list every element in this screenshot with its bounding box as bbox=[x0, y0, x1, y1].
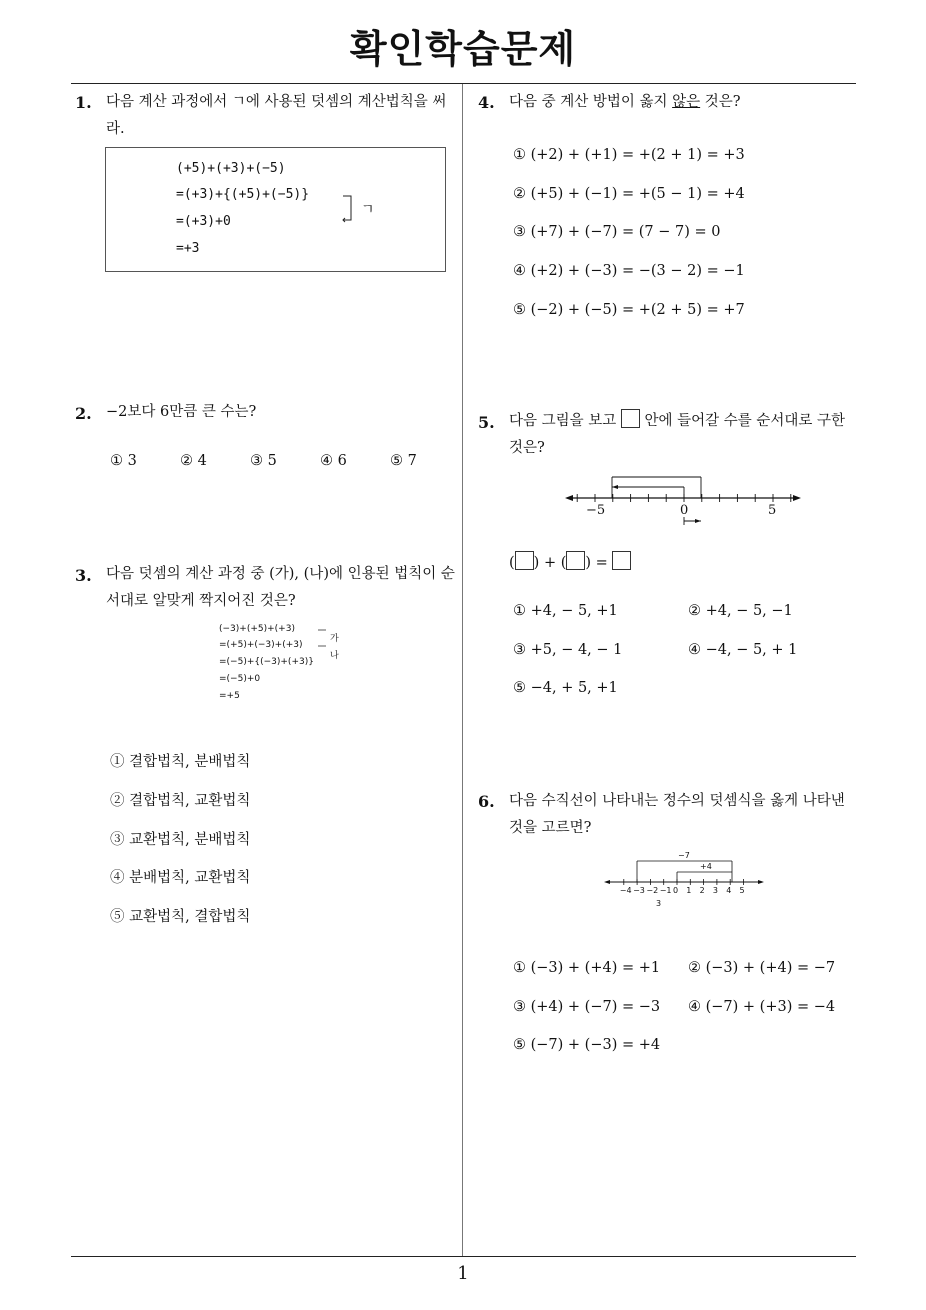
q3-text: 다음 덧셈의 계산 과정 중 (가), (나)에 인용된 법칙이 순서대로 알맞게 짝지어진 것은? bbox=[106, 566, 455, 609]
q4-text-a: 다음 중 계산 방법이 옳지 bbox=[509, 94, 673, 110]
q4-number: 4. bbox=[478, 93, 495, 112]
q5-text bbox=[509, 408, 861, 462]
q1-work-box bbox=[105, 147, 446, 272]
q6-axis-label: 4 bbox=[726, 886, 732, 895]
q2-number: 2. bbox=[75, 404, 92, 423]
q6-arrow-label-pos4: +4 bbox=[700, 862, 712, 871]
answer-box-3 bbox=[612, 551, 631, 570]
q3-line-5: =+5 bbox=[219, 691, 240, 701]
q5-option-3[interactable]: ③ +5, − 4, − 1 bbox=[513, 642, 623, 658]
q5-eq-eq: ) = bbox=[585, 555, 608, 571]
q4-text bbox=[509, 89, 741, 116]
q5-text-a: 다음 그림을 보고 bbox=[509, 413, 621, 429]
q1-mark: ㄱ bbox=[361, 202, 375, 218]
q4-option-3[interactable]: ③ (+7) + (−7) = (7 − 7) = 0 bbox=[513, 224, 721, 240]
q4-option-2[interactable]: ② (+5) + (−1) = +(5 − 1) = +4 bbox=[513, 186, 745, 202]
q1-text: 다음 계산 과정에서 ㄱ에 사용된 덧셈의 계산법칙을 써라. bbox=[106, 94, 447, 137]
q4-option-5[interactable]: ⑤ (−2) + (−5) = +(2 + 5) = +7 bbox=[513, 302, 745, 318]
q6-number: 6. bbox=[478, 792, 495, 811]
answer-box-1 bbox=[515, 551, 534, 570]
q6-axis-label: −3 bbox=[633, 886, 645, 895]
q5-number-line bbox=[565, 472, 801, 532]
q3-line-3: =(−5)+{(−3)+(+3)} bbox=[219, 657, 314, 667]
page-number: 1 bbox=[457, 1263, 469, 1284]
column-divider bbox=[462, 84, 463, 1257]
q4-text-underlined: 않은 bbox=[672, 94, 701, 110]
q3-number: 3. bbox=[75, 566, 92, 585]
q4-text-b: 것은? bbox=[700, 94, 741, 110]
q3-option-1[interactable]: ① 결합법칙, 분배법칙 bbox=[110, 754, 251, 770]
q2-text: −2보다 6만큼 큰 수는? bbox=[106, 404, 257, 420]
q5-equation bbox=[509, 551, 631, 571]
q6-option-4[interactable]: ④ (−7) + (+3) = −4 bbox=[688, 999, 836, 1015]
q6-axis-label: 2 bbox=[699, 886, 705, 895]
q1-line-1: (+5)+(+3)+(−5) bbox=[176, 161, 286, 176]
q5-option-4[interactable]: ④ −4, − 5, + 1 bbox=[688, 642, 798, 658]
q6-axis-label: 0 bbox=[673, 886, 679, 895]
q5-option-2[interactable]: ② +4, − 5, −1 bbox=[688, 603, 793, 619]
q5-axis-label-neg5: −5 bbox=[586, 503, 606, 518]
q6-option-3[interactable]: ③ (+4) + (−7) = −3 bbox=[513, 999, 661, 1015]
q3-line-2: =(+5)+(−3)+(+3) bbox=[219, 640, 303, 650]
q2-option-2[interactable]: ② 4 bbox=[180, 453, 207, 469]
q2-option-1[interactable]: ① 3 bbox=[110, 453, 137, 469]
q1-line-4: =+3 bbox=[176, 241, 200, 256]
q6-option-5[interactable]: ⑤ (−7) + (−3) = +4 bbox=[513, 1037, 661, 1053]
q3-option-4[interactable]: ④ 분배법칙, 교환법칙 bbox=[110, 870, 251, 886]
q1-line-2: =(+3)+{(+5)+(−5)} bbox=[176, 187, 310, 202]
q3-option-3[interactable]: ③ 교환법칙, 분배법칙 bbox=[110, 832, 251, 848]
q4-option-1[interactable]: ① (+2) + (+1) = +(2 + 1) = +3 bbox=[513, 147, 745, 163]
q5-eq-plus: ) + ( bbox=[533, 555, 567, 571]
q2-option-3[interactable]: ③ 5 bbox=[250, 453, 277, 469]
q4-option-4[interactable]: ④ (+2) + (−3) = −(3 − 2) = −1 bbox=[513, 263, 745, 279]
q5-option-5[interactable]: ⑤ −4, + 5, +1 bbox=[513, 680, 618, 696]
q2-option-5[interactable]: ⑤ 7 bbox=[390, 453, 417, 469]
q6-option-1[interactable]: ① (−3) + (+4) = +1 bbox=[513, 960, 661, 976]
q5-axis-label-0: 0 bbox=[680, 503, 689, 518]
q3-line-4: =(−5)+0 bbox=[219, 674, 261, 684]
q5-option-1[interactable]: ① +4, − 5, +1 bbox=[513, 603, 618, 619]
q1-bracket bbox=[343, 194, 357, 224]
q6-axis-label: 1 bbox=[686, 886, 692, 895]
q6-axis-label: −2 bbox=[646, 886, 659, 895]
q6-arrow-label-neg7: −7 bbox=[678, 851, 690, 860]
q6-option-2[interactable]: ② (−3) + (+4) = −7 bbox=[688, 960, 836, 976]
q3-line-1: (−3)+(+5)+(+3) bbox=[219, 624, 295, 634]
q6-axis-label: 3 bbox=[712, 886, 718, 895]
q6-text: 다음 수직선이 나타내는 정수의 덧셈식을 옳게 나타낸 것을 고르면? bbox=[509, 793, 845, 836]
q3-option-5[interactable]: ⑤ 교환법칙, 결합법칙 bbox=[110, 909, 251, 925]
top-rule bbox=[71, 83, 856, 84]
page-title: 확인학습문제 bbox=[349, 27, 577, 71]
answer-box-2 bbox=[566, 551, 585, 570]
q5-text-b: 안에 들어갈 수를 순서대로 구한 것은? bbox=[509, 413, 846, 456]
q6-arrow-label-3: 3 bbox=[656, 899, 662, 908]
q6-axis-label: −1 bbox=[659, 886, 672, 895]
q3-brackets bbox=[318, 628, 328, 658]
q2-option-4[interactable]: ④ 6 bbox=[320, 453, 347, 469]
q1-line-3: =(+3)+0 bbox=[176, 214, 231, 229]
q5-eq-open: ( bbox=[509, 555, 515, 571]
answer-box bbox=[621, 409, 640, 428]
q3-mark-ga: 가 bbox=[330, 634, 339, 644]
q3-mark-na: 나 bbox=[330, 651, 339, 661]
bottom-rule bbox=[71, 1256, 856, 1257]
q6-axis-label: 5 bbox=[739, 886, 745, 895]
q6-axis-label: −4 bbox=[619, 886, 632, 895]
q5-number: 5. bbox=[478, 413, 495, 432]
q3-option-2[interactable]: ② 결합법칙, 교환법칙 bbox=[110, 793, 251, 809]
q5-axis-label-5: 5 bbox=[768, 503, 777, 518]
q1-number: 1. bbox=[75, 93, 92, 112]
